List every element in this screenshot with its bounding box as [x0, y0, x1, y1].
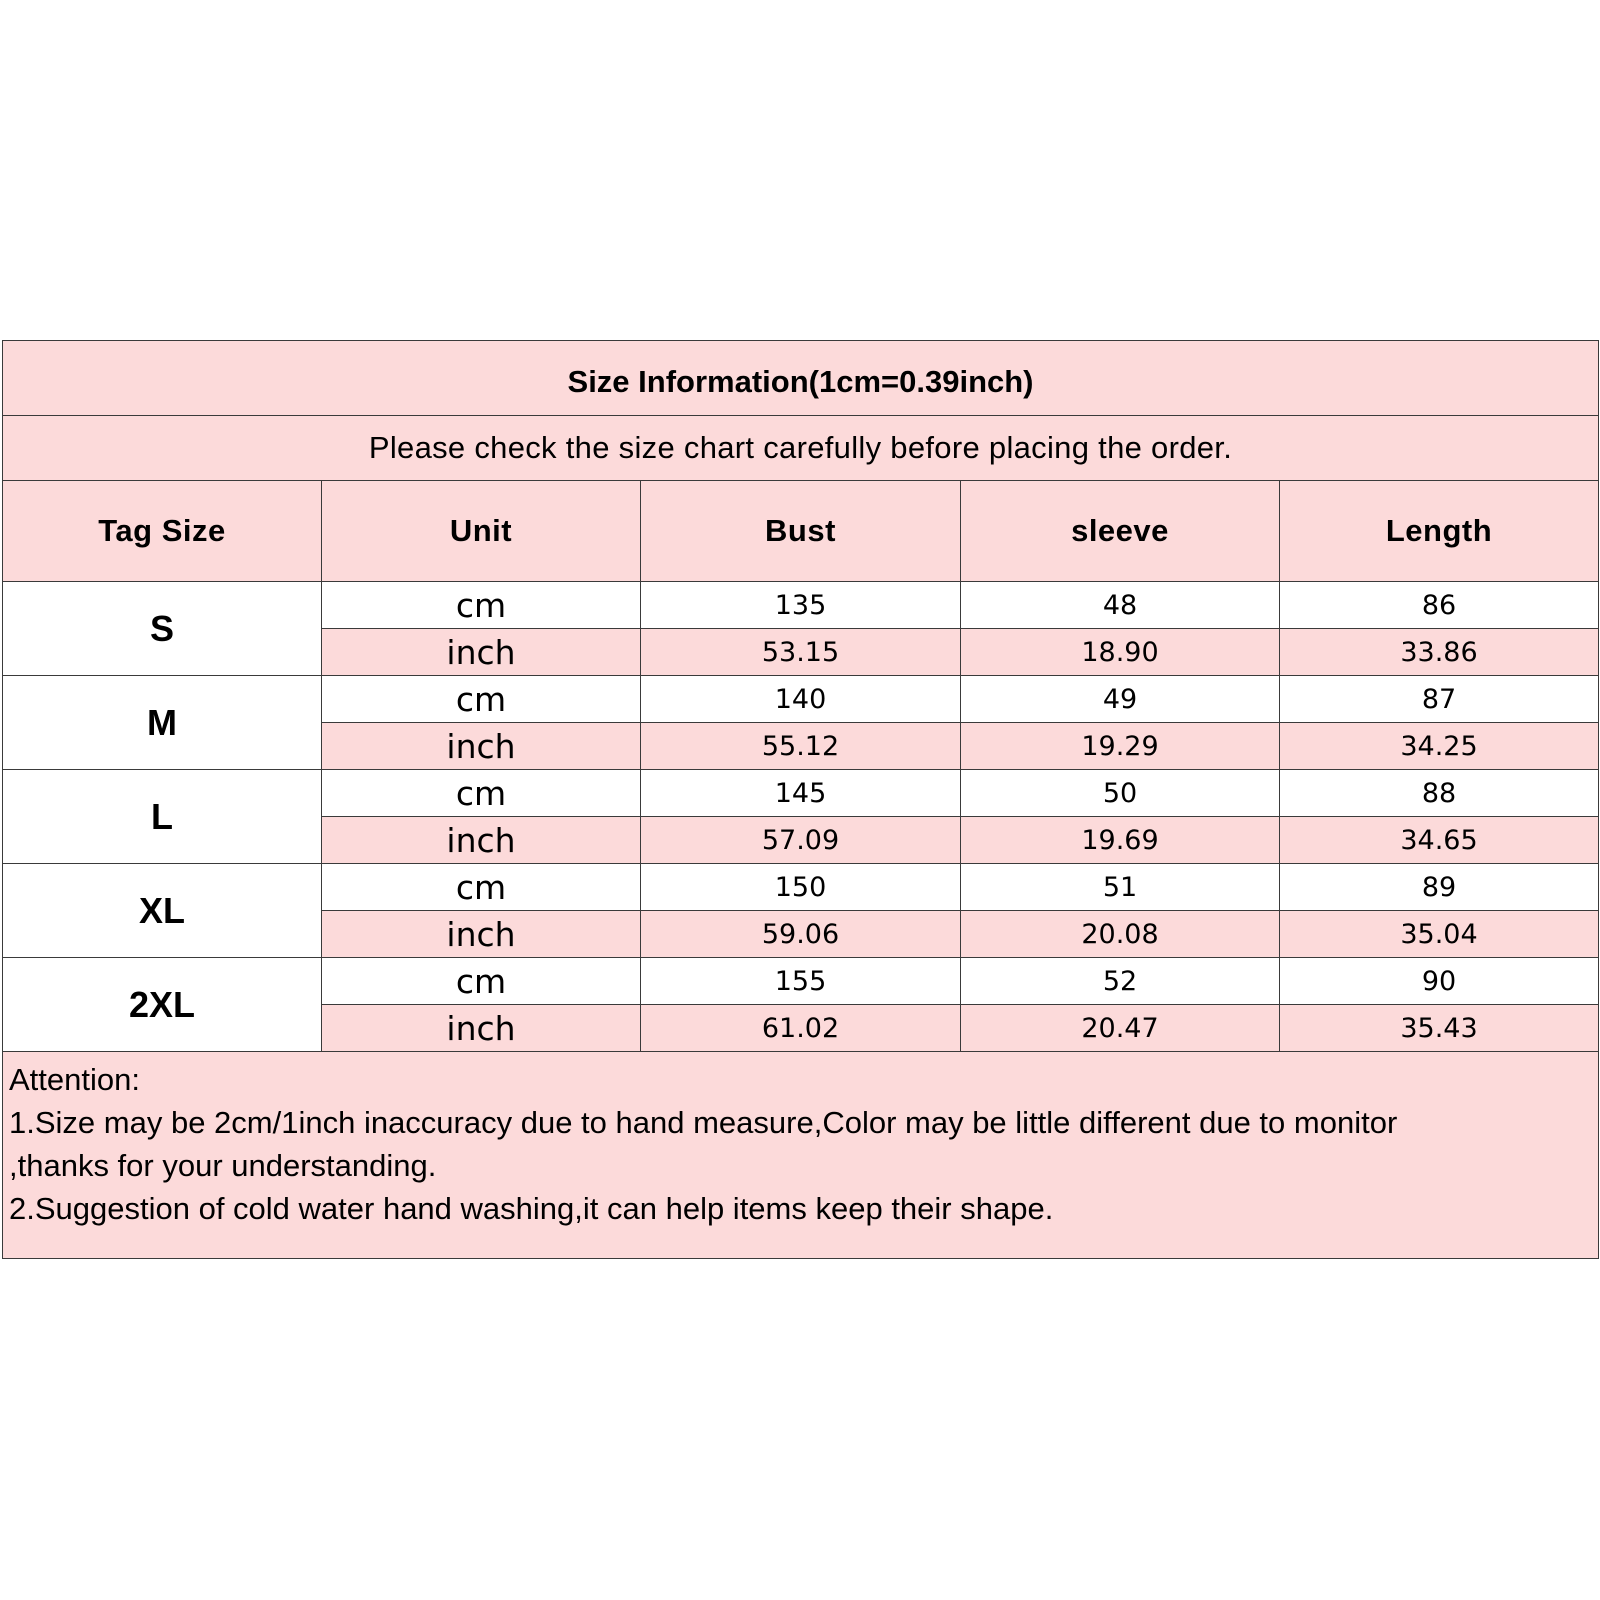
- unit-cell: inch: [322, 723, 641, 770]
- sleeve-cell: 51: [961, 864, 1280, 911]
- chart-title: Size Information(1cm=0.39inch): [3, 341, 1599, 416]
- length-cell: 35.43: [1280, 1005, 1599, 1052]
- length-cell: 34.25: [1280, 723, 1599, 770]
- sleeve-cell: 19.29: [961, 723, 1280, 770]
- header-length: Length: [1280, 481, 1599, 582]
- length-cell: 87: [1280, 676, 1599, 723]
- tag-size-cell: S: [3, 582, 322, 676]
- header-tag-size: Tag Size: [3, 481, 322, 582]
- attention-notes: [3, 1052, 1599, 1259]
- bust-cell: 53.15: [641, 629, 961, 676]
- unit-cell: cm: [322, 770, 641, 817]
- table-row: [3, 958, 1599, 1005]
- tag-size-cell: XL: [3, 864, 322, 958]
- tag-size-cell: M: [3, 676, 322, 770]
- bust-cell: 55.12: [641, 723, 961, 770]
- unit-cell: inch: [322, 1005, 641, 1052]
- bust-cell: 61.02: [641, 1005, 961, 1052]
- bust-cell: 140: [641, 676, 961, 723]
- tag-size-cell: L: [3, 770, 322, 864]
- bust-cell: 150: [641, 864, 961, 911]
- attention-heading: Attention:: [9, 1062, 140, 1097]
- table-row: [3, 770, 1599, 817]
- unit-cell: cm: [322, 676, 641, 723]
- bust-cell: 155: [641, 958, 961, 1005]
- length-cell: 33.86: [1280, 629, 1599, 676]
- sleeve-cell: 49: [961, 676, 1280, 723]
- table-row: [3, 582, 1599, 629]
- table-row: [3, 864, 1599, 911]
- bust-cell: 135: [641, 582, 961, 629]
- note-line-1a: 1.Size may be 2cm/1inch inaccuracy due to hand measure,Color may be little different due to monitor: [9, 1105, 1398, 1140]
- sleeve-cell: 20.08: [961, 911, 1280, 958]
- note-line-1b: ,thanks for your understanding.: [9, 1148, 437, 1183]
- length-cell: 90: [1280, 958, 1599, 1005]
- note-line-2: 2.Suggestion of cold water hand washing,it can help items keep their shape.: [9, 1191, 1054, 1226]
- sleeve-cell: 18.90: [961, 629, 1280, 676]
- header-bust: Bust: [641, 481, 961, 582]
- sleeve-cell: 52: [961, 958, 1280, 1005]
- bust-cell: 145: [641, 770, 961, 817]
- unit-cell: cm: [322, 864, 641, 911]
- sleeve-cell: 48: [961, 582, 1280, 629]
- unit-cell: cm: [322, 582, 641, 629]
- length-cell: 89: [1280, 864, 1599, 911]
- table-row: [3, 676, 1599, 723]
- unit-cell: inch: [322, 911, 641, 958]
- tag-size-cell: 2XL: [3, 958, 322, 1052]
- length-cell: 35.04: [1280, 911, 1599, 958]
- unit-cell: inch: [322, 629, 641, 676]
- chart-subtitle: Please check the size chart carefully before placing the order.: [3, 416, 1599, 481]
- header-unit: Unit: [322, 481, 641, 582]
- size-chart-table: [2, 340, 1599, 1259]
- length-cell: 86: [1280, 582, 1599, 629]
- sleeve-cell: 19.69: [961, 817, 1280, 864]
- length-cell: 34.65: [1280, 817, 1599, 864]
- sleeve-cell: 50: [961, 770, 1280, 817]
- sleeve-cell: 20.47: [961, 1005, 1280, 1052]
- length-cell: 88: [1280, 770, 1599, 817]
- header-sleeve: sleeve: [961, 481, 1280, 582]
- bust-cell: 59.06: [641, 911, 961, 958]
- unit-cell: inch: [322, 817, 641, 864]
- unit-cell: cm: [322, 958, 641, 1005]
- bust-cell: 57.09: [641, 817, 961, 864]
